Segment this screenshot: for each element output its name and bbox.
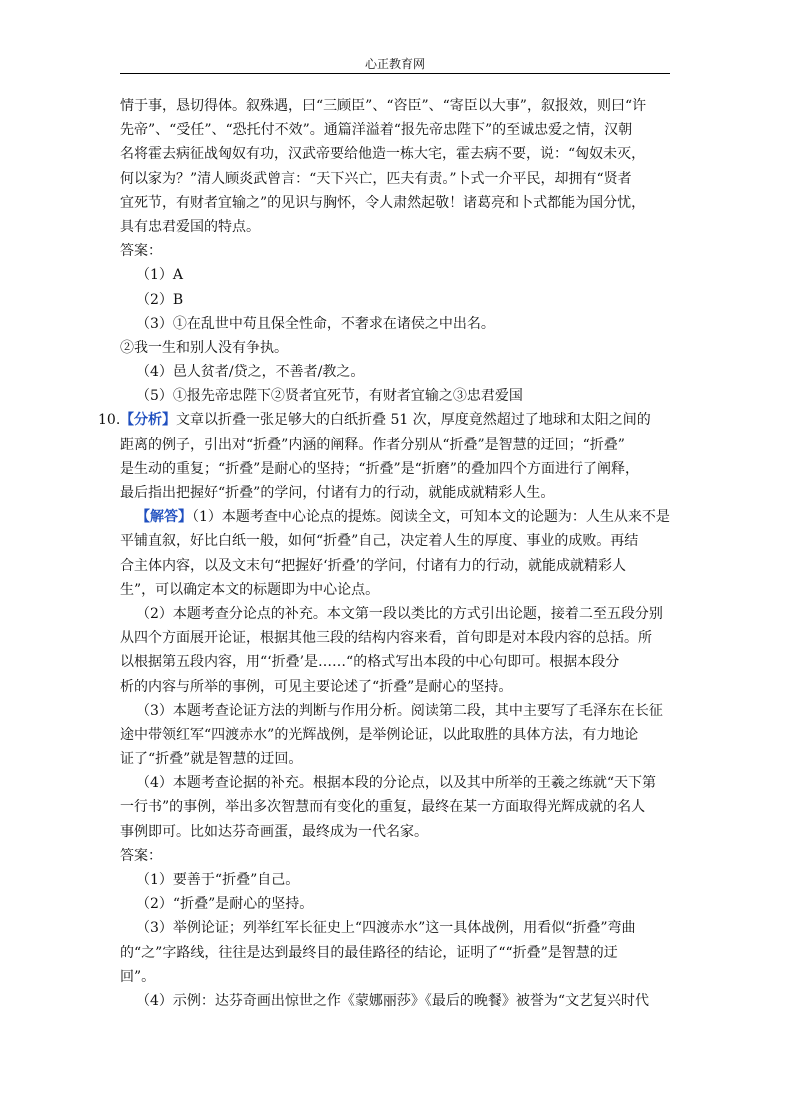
answer-item: ②我一生和别人没有争执。 — [120, 339, 288, 356]
page-header-title: 心正教育网 — [364, 57, 425, 71]
header-divider — [120, 73, 670, 74]
answer-line: 平铺直叙，好比白纸一般，如何“折叠”自己，决定着人生的厚度、事业的成败。再结 — [120, 533, 639, 550]
text-line: 宜死节，有财者宜输之”的见识与胸怀，令人肃然起敬！诸葛亮和卜式都能为国分忧， — [120, 194, 646, 211]
analysis-tag: 【分析】 — [120, 412, 176, 429]
answer-line: 生”，可以确定本文的标题即为中心论点。 — [120, 581, 380, 598]
answer-line: 以根据第五段内容，用“‘折叠’是……“的格式写出本段的中心句即可。根据本段分 — [120, 654, 620, 671]
text-line: 何以家为？”清人顾炎武曾言：“天下兴亡，匹夫有责。”卜式一介平民，却拥有“贤者 — [120, 170, 632, 187]
text-line: 名将霍去病征战匈奴有功，汉武帝要给他造一栋大宅，霍去病不要，说：“匈奴未灭， — [120, 146, 646, 163]
answer-line: 析的内容与所举的事例，可见主要论述了“折叠”是耐心的坚持。 — [120, 678, 513, 695]
answer-line: 从四个方面展开论证，根据其他三段的结构内容来看，首句即是对本段内容的总括。所 — [120, 630, 652, 647]
answer-line: （3）本题考查论证方法的判断与作用分析。阅读第二段，其中主要写了毛泽东在长征 — [136, 702, 663, 719]
answer-line: 一行书”的事例，举出多次智慧而有变化的重复，最终在某一方面取得光辉成就的名人 — [120, 799, 646, 816]
answer-item: （5）①报先帝忠陛下②贤者宜死节，有财者宜输之③忠君爱国 — [136, 388, 523, 405]
analysis-line: 距离的例子，引出对“折叠”内涵的阐释。作者分别从“折叠”是智慧的迂回；“折叠” — [120, 436, 625, 453]
answer-item: （2）B — [136, 291, 184, 308]
analysis-text: 文章以折叠一张足够大的白纸折叠 51 次，厚度竟然超过了地球和太阳之间的 — [176, 412, 651, 429]
answer-line: （4）本题考查论据的补充。根据本段的分论点，以及其中所举的王羲之练就“天下第 — [136, 775, 657, 792]
answer-line: （2）本题考查分论点的补充。本文第一段以类比的方式引出论题，接着二至五段分别 — [136, 605, 663, 622]
analysis-line: 最后指出把握好“折叠”的学问，付诸有力的行动，就能成就精彩人生。 — [120, 485, 555, 501]
analysis-line: 是生动的重复；“折叠”是耐心的坚持；“折叠”是“折磨”的叠加四个方面进行了阐释， — [120, 460, 639, 477]
key-item: 回”。 — [120, 968, 156, 985]
answer-line: 合主体内容，以及文末句“把握好‘折叠’的学问，付诸有力的行动，就能成就精彩人 — [120, 557, 627, 574]
text-line: 情于事，恳切得体。叙殊遇，曰“三顾臣”、“咨臣”、“寄臣以大事”，叙报效，则曰“许 — [120, 98, 647, 114]
key-label: 答案： — [120, 847, 162, 864]
answer-tag: 【解答】 — [136, 509, 192, 526]
text-line: 具有忠君爱国的特点。 — [120, 218, 260, 235]
answer-line: 途中带领红军“四渡赤水”的光辉战例，是举例论证，以此取胜的具体方法，有力地论 — [120, 726, 639, 743]
key-item: （1）要善于“折叠”自己。 — [136, 872, 300, 888]
key-item: （4）示例：达芬奇画出惊世之作《蒙娜丽莎》《最后的晚餐》被誉为“文艺复兴时代 — [136, 992, 650, 1009]
text-line: 先帝”、“受任”、“恐托付不效”。通篇洋溢着“报先帝忠陛下”的至诚忠爱之情，汉朝 — [120, 122, 633, 139]
q10-answer-first-line — [120, 505, 673, 529]
key-item: （3）举例论证；列举红军长征史上“四渡赤水”这一具体战例，用看似“折叠”弯曲 — [136, 920, 636, 937]
answer-item: （1）A — [136, 267, 184, 284]
key-item: （2）“折叠”是耐心的坚持。 — [136, 896, 314, 913]
answer-label: 答案： — [120, 243, 162, 260]
q10-analysis-first-line — [98, 408, 673, 432]
key-item: 的“之”字路线，往往是达到最终目的最佳路径的结论，证明了““折叠”是智慧的迂 — [120, 944, 618, 961]
document-body — [98, 94, 673, 1013]
answer-item: （4）邑人贫者/贷之，不善者/教之。 — [136, 364, 365, 381]
answer-line: 证了“折叠”就是智慧的迂回。 — [120, 751, 303, 768]
answer-text: （1）本题考查中心论点的提炼。阅读全文，可知本文的论题为：人生从来不是 — [192, 509, 670, 526]
answer-item: （3）①在乱世中苟且保全性命，不奢求在诸侯之中出名。 — [136, 315, 495, 332]
question-number: 10. — [98, 412, 121, 429]
answer-line: 事例即可。比如达芬奇画蛋，最终成为一代名家。 — [120, 823, 428, 840]
